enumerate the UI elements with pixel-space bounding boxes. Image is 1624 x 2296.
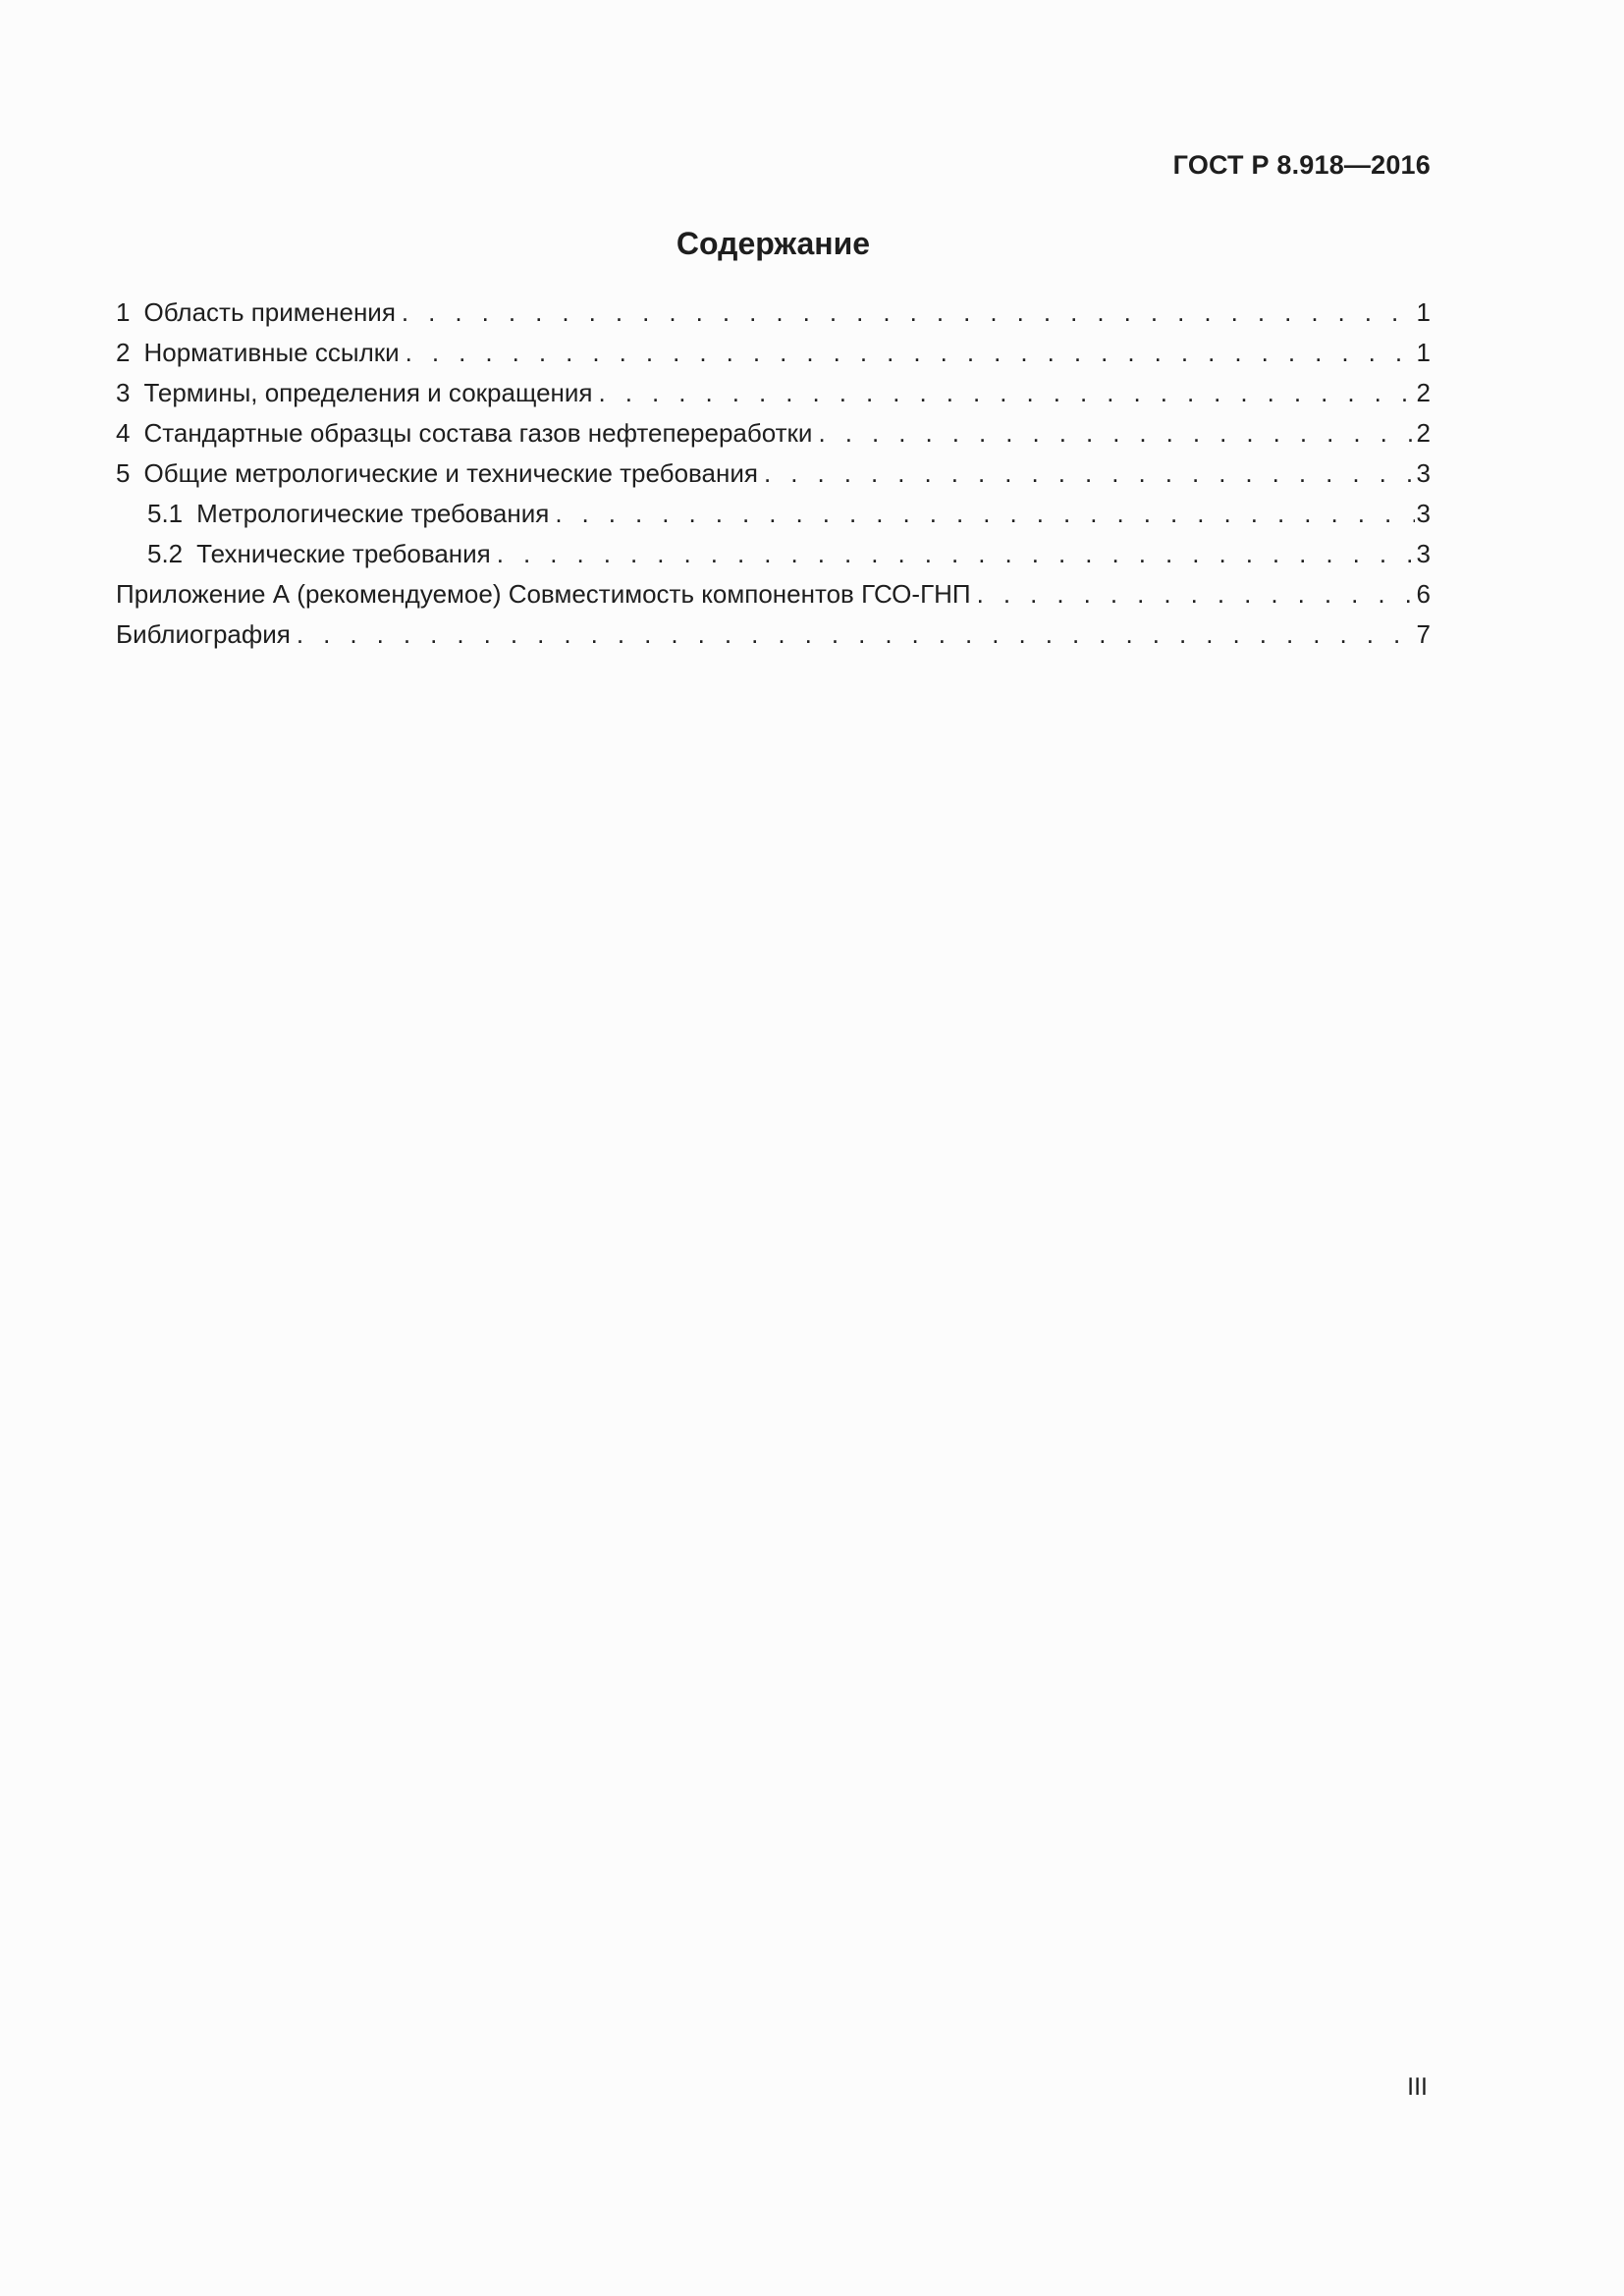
toc-entry-number: 3: [116, 378, 131, 407]
toc-entry-number: 2: [116, 338, 131, 367]
toc-entry-page: 3: [1416, 539, 1431, 568]
toc-entry-number: 4: [116, 418, 131, 448]
document-code: ГОСТ Р 8.918—2016: [1172, 150, 1431, 180]
toc-entry-page: 3: [1416, 499, 1431, 528]
toc-entry-number: 1: [116, 297, 131, 327]
toc-entry-5-1[interactable]: [116, 494, 1431, 534]
toc-dot-leader: [291, 614, 1415, 654]
toc-entry-appendix-a[interactable]: [116, 574, 1431, 614]
toc-dot-leader: [396, 293, 1415, 332]
toc-entry-title: Технические требования: [196, 539, 491, 568]
toc-entry-5[interactable]: [116, 454, 1431, 494]
toc-entry-page: 1: [1416, 338, 1431, 367]
page-number: III: [1407, 2073, 1428, 2101]
toc-entry-page: 1: [1416, 297, 1431, 327]
toc-entry-5-2[interactable]: [116, 534, 1431, 574]
toc-entry-page: 3: [1416, 458, 1431, 488]
toc-dot-leader: [812, 413, 1414, 453]
toc-title: Содержание: [676, 226, 871, 261]
toc-entry-title: Приложение А (рекомендуемое) Совместимость компонентов ГСО-ГНП: [116, 579, 971, 609]
toc-dot-leader: [593, 373, 1415, 412]
toc-entry-title: Термины, определения и сокращения: [143, 378, 593, 407]
toc-entry-page: 7: [1416, 619, 1431, 649]
toc-entry-title: Область применения: [143, 297, 396, 327]
toc-entry-3[interactable]: [116, 373, 1431, 413]
toc-dot-leader: [549, 494, 1414, 533]
table-of-contents: [116, 293, 1431, 655]
toc-entry-number: 5.1: [147, 499, 184, 528]
toc-dot-leader: [758, 454, 1415, 493]
toc-entry-title: Библиография: [116, 619, 291, 649]
toc-entry-page: 6: [1416, 579, 1431, 609]
toc-entry-2[interactable]: [116, 333, 1431, 373]
toc-dot-leader: [400, 333, 1415, 372]
toc-entry-page: 2: [1416, 418, 1431, 448]
toc-entry-bibliography[interactable]: [116, 614, 1431, 655]
toc-entry-title: Метрологические требования: [196, 499, 550, 528]
toc-entry-title: Стандартные образцы состава газов нефтепереработки: [143, 418, 813, 448]
toc-entry-4[interactable]: [116, 413, 1431, 454]
toc-dot-leader: [491, 534, 1415, 573]
toc-entry-number: 5.2: [147, 539, 184, 568]
toc-dot-leader: [971, 574, 1415, 614]
toc-entry-page: 2: [1416, 378, 1431, 407]
toc-entry-title: Нормативные ссылки: [143, 338, 400, 367]
toc-entry-number: 5: [116, 458, 131, 488]
toc-entry-1[interactable]: [116, 293, 1431, 333]
toc-entry-title: Общие метрологические и технические требования: [143, 458, 758, 488]
